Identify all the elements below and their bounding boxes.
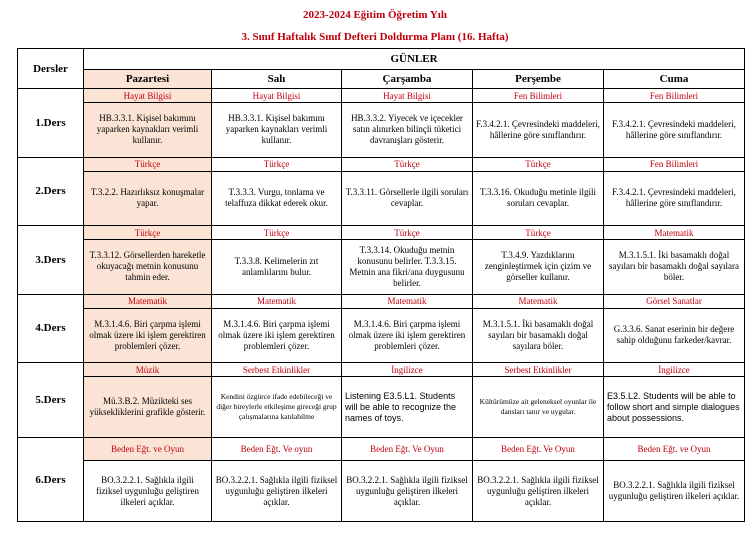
subject-label: Görsel Sanatlar — [604, 294, 745, 308]
subject-label: Türkçe — [342, 157, 473, 171]
lesson-content: BO.3.2.2.1. Sağlıkla ilgili fiziksel uygunluğu geliştiren ilkeleri açıklar. — [473, 461, 604, 522]
subject-label: İngilizce — [342, 363, 473, 377]
subject-label: Türkçe — [342, 226, 473, 240]
lesson-label: 1.Ders — [18, 89, 84, 158]
subject-label: Beden Eğt. ve Oyun — [604, 438, 745, 461]
header-day-pazartesi: Pazartesi — [84, 70, 212, 89]
lesson-content: E3.5.L2. Students will be able to follow short and simple dialogues about possessions. — [604, 377, 745, 438]
weekly-plan-table — [17, 48, 745, 522]
lesson-content: BO.3.2.2.1. Sağlıkla ilgili fiziksel uygunluğu geliştiren ilkeleri açıklar. — [84, 461, 212, 522]
header-dersler: Dersler — [18, 49, 84, 89]
subject-label: Beden Eğt. ve Oyun — [84, 438, 212, 461]
lesson-content: T.3.2.2. Hazırlıksız konuşmalar yapar. — [84, 171, 212, 225]
lesson-content: T.3.3.8. Kelimelerin zıt anlamlılarını bulur. — [212, 240, 342, 294]
lesson-content: M.3.1.4.6. Biri çarpma işlemi olmak üzere iki işlem gerektiren problemleri çözer. — [212, 308, 342, 362]
subject-label: Müzik — [84, 363, 212, 377]
subject-label: İngilizce — [604, 363, 745, 377]
lesson-content: M.3.1.4.6. Biri çarpma işlemi olmak üzere iki işlem gerektiren problemleri çözer. — [342, 308, 473, 362]
subject-label: Matematik — [473, 294, 604, 308]
lesson-content: F.3.4.2.1. Çevresindeki maddeleri, hâllerine göre sınıflandırır. — [473, 103, 604, 157]
subject-label: Hayat Bilgisi — [342, 89, 473, 103]
header-day-sali: Salı — [212, 70, 342, 89]
header-day-cuma: Cuma — [604, 70, 745, 89]
lesson-content: M.3.1.4.6. Biri çarpma işlemi olmak üzere iki işlem gerektiren problemleri çözer. — [84, 308, 212, 362]
lesson-content: HB.3.3.1. Kişisel bakımını yaparken kaynakları verimli kullanır. — [212, 103, 342, 157]
lesson-content: T.3.3.16. Okuduğu metinle ilgili soruları cevaplar. — [473, 171, 604, 225]
lesson-content: Kültürümüze ait geleneksel oyunlar ile dansları tanır ve uygular. — [473, 377, 604, 438]
subject-label: Beden Eğt. Ve oyun — [212, 438, 342, 461]
lesson-content: T.3.3.11. Görsellerle ilgili soruları cevaplar. — [342, 171, 473, 225]
lesson-label: 5.Ders — [18, 363, 84, 438]
subject-label: Türkçe — [473, 226, 604, 240]
lesson-content: HB.3.3.1. Kişisel bakımını yaparken kaynakları verimli kullanır. — [84, 103, 212, 157]
lesson-content: T.3.3.3. Vurgu, tonlama ve telaffuza dikkat ederek okur. — [212, 171, 342, 225]
subject-label: Matematik — [342, 294, 473, 308]
subject-label: Matematik — [212, 294, 342, 308]
lesson-content: BO.3.2.2.1. Sağlıkla ilgili fiziksel uygunluğu geliştiren ilkeleri açıklar. — [342, 461, 473, 522]
subject-label: Fen Bilimleri — [604, 157, 745, 171]
subject-label: Serbest Etkinlikler — [473, 363, 604, 377]
lesson-content: T.3.3.12. Görsellerden hareketle okuyacağı metnin konusunu tahmin eder. — [84, 240, 212, 294]
subject-label: Hayat Bilgisi — [212, 89, 342, 103]
lesson-label: 3.Ders — [18, 226, 84, 295]
lesson-content: G.3.3.6. Sanat eserinin bir değere sahip olduğunu farkeder/kavrar. — [604, 308, 745, 362]
header-day-persembe: Perşembe — [473, 70, 604, 89]
lesson-label: 4.Ders — [18, 294, 84, 363]
subject-label: Matematik — [604, 226, 745, 240]
subject-label: Türkçe — [84, 157, 212, 171]
lesson-content: F.3.4.2.1. Çevresindeki maddeleri, hâllerine göre sınıflandırır. — [604, 103, 745, 157]
lesson-content: T.3.4.9. Yazdıklarını zenginleştirmek için çizim ve görseller kullanır. — [473, 240, 604, 294]
header-gunler: GÜNLER — [84, 49, 745, 70]
subject-label: Türkçe — [212, 157, 342, 171]
subject-label: Hayat Bilgisi — [84, 89, 212, 103]
subject-label: Türkçe — [84, 226, 212, 240]
subject-label: Türkçe — [212, 226, 342, 240]
lesson-label: 6.Ders — [18, 438, 84, 522]
lesson-content: BO.3.2.2.1. Sağlıkla ilgili fiziksel uygunluğu geliştiren ilkeleri açıklar. — [604, 461, 745, 522]
document-subtitle: 3. Sınıf Haftalık Sınıf Defteri Doldurma Planı (16. Hafta) — [241, 31, 509, 43]
header-day-carsamba: Çarşamba — [342, 70, 473, 89]
lesson-content: F.3.4.2.1. Çevresindeki maddeleri, hâllerine göre sınıflandırır. — [604, 171, 745, 225]
lesson-content: HB.3.3.2. Yiyecek ve içecekler satın alınırken bilinçli tüketici davranışları gösterir. — [342, 103, 473, 157]
lesson-content: BO.3.2.2.1. Sağlıkla ilgili fiziksel uygunluğu geliştiren ilkeleri açıklar. — [212, 461, 342, 522]
document-title: 2023-2024 Eğitim Öğretim Yılı — [303, 9, 447, 21]
lesson-content: Listening E3.5.L1. Students will be able to recognize the names of toys. — [342, 377, 473, 438]
lesson-content: Mü.3.B.2. Müzikteki ses yüksekliklerini grafikle gösterir. — [84, 377, 212, 438]
subject-label: Serbest Etkinlikler — [212, 363, 342, 377]
subject-label: Türkçe — [473, 157, 604, 171]
subject-label: Matematik — [84, 294, 212, 308]
subject-label: Fen Bilimleri — [604, 89, 745, 103]
subject-label: Beden Eğt. Ve Oyun — [473, 438, 604, 461]
lesson-content: T.3.3.14. Okuduğu metnin konusunu belirler. T.3.3.15. Metnin ana fikri/ana duygusunu belirler. — [342, 240, 473, 294]
lesson-content: M.3.1.5.1. İki basamaklı doğal sayıları bir basamaklı doğal sayılara böler. — [473, 308, 604, 362]
lesson-content: Kendini özgürce ifade edebileceği ve diğer bireylerle etkileşime gireceği grup çalışmalarına katılabilme — [212, 377, 342, 438]
subject-label: Beden Eğt. Ve Oyun — [342, 438, 473, 461]
subject-label: Fen Bilimleri — [473, 89, 604, 103]
lesson-label: 2.Ders — [18, 157, 84, 226]
lesson-content: M.3.1.5.1. İki basamaklı doğal sayıları bir basamaklı doğal sayılara böler. — [604, 240, 745, 294]
